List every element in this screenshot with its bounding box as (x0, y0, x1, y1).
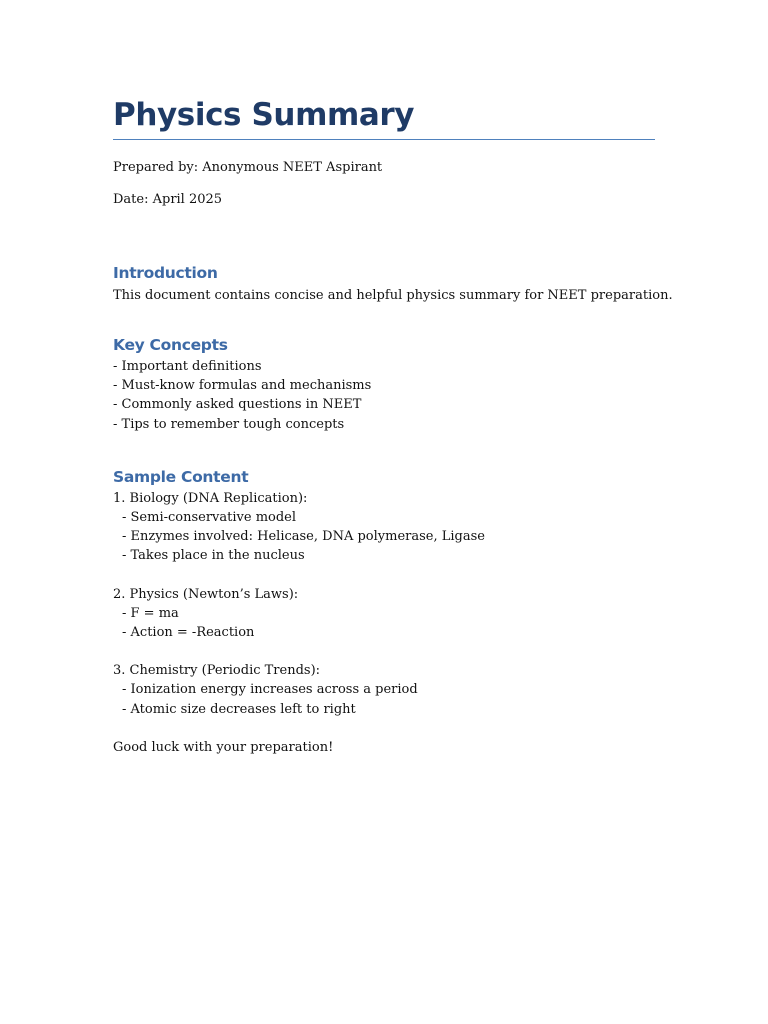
sample-group-points (113, 508, 655, 566)
title-divider (113, 139, 655, 140)
sample-group-points (113, 604, 655, 642)
sample-content-heading: Sample Content (113, 467, 249, 486)
list-item: - Action = -Reaction (122, 625, 255, 641)
document-title: Physics Summary (113, 97, 415, 133)
list-item: - F = ma (122, 605, 179, 621)
closing-note: Good luck with your preparation! (113, 739, 334, 755)
list-item: - Atomic size decreases left to right (122, 701, 356, 717)
document-page (113, 96, 673, 757)
sample-group-physics (113, 585, 655, 643)
key-concepts-heading: Key Concepts (113, 336, 228, 354)
sample-group-title: 3. Chemistry (Periodic Trends): (113, 663, 321, 679)
introduction-text: This document contains concise and helpful physics summary for NEET preparation. (113, 288, 673, 303)
prepared-by: Prepared by: Anonymous NEET Aspirant (113, 160, 383, 175)
document-date: Date: April 2025 (113, 192, 223, 207)
list-item: - Important definitions (113, 359, 262, 374)
list-item: - Semi-conservative model (122, 510, 297, 526)
sample-group-title: 1. Biology (DNA Replication): (113, 490, 308, 506)
key-concepts-list (113, 357, 655, 434)
list-item: - Enzymes involved: Helicase, DNA polymerase, Ligase (122, 529, 485, 545)
sample-group-points (113, 680, 655, 718)
list-item: - Ionization energy increases across a period (122, 682, 418, 698)
list-item: - Takes place in the nucleus (122, 548, 305, 564)
sample-group-title: 2. Physics (Newton’s Laws): (113, 586, 299, 602)
list-item: - Must-know formulas and mechanisms (113, 378, 372, 394)
list-item: - Tips to remember tough concepts (113, 416, 345, 432)
sample-content-body (113, 489, 655, 719)
list-item: - Commonly asked questions in NEET (113, 397, 362, 413)
sample-group-chemistry (113, 661, 655, 719)
introduction-heading: Introduction (113, 264, 218, 282)
sample-group-biology (113, 489, 655, 566)
